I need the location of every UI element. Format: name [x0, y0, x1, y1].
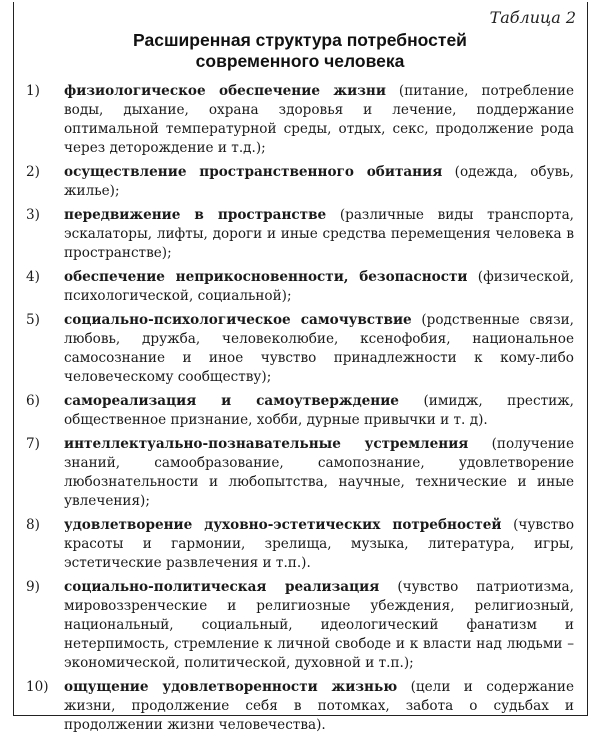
item-body: [64, 578, 574, 673]
list-item: [26, 435, 574, 511]
item-term: осуществление пространственного обитания: [64, 164, 443, 180]
title-line-2: современного человека: [195, 51, 405, 71]
item-term: самореализация и самоутверждение: [64, 393, 399, 409]
item-body: [64, 206, 574, 263]
item-description: (родственные связи, любовь, дружба, человеколюбие, ксенофобия, национальное самосознание и иное чувство принадлежности к кому-либо человеческому сообществу);: [64, 312, 575, 385]
item-body: [64, 82, 574, 158]
item-number: 2): [26, 164, 40, 180]
list-item: [26, 268, 574, 306]
item-number: 5): [26, 312, 40, 328]
item-description: (питание, потребление воды, дыхание, охрана здоровья и лечение, поддержание оптимальной температурной среды, отдых, секс, продолжение рода через деторождение и т.д.);: [64, 83, 574, 156]
item-term: социально-психологическое самочувствие: [64, 312, 412, 328]
item-term: передвижение в пространстве: [64, 207, 327, 223]
item-number: 8): [26, 517, 40, 533]
item-description: (получение знаний, самообразование, самопознание, удовлетворение любознательности и любопытства, научные, технические и иные увлечения);: [64, 436, 574, 509]
list-item: [26, 163, 574, 201]
item-description: (физической, психологической, социальной);: [64, 269, 574, 304]
list-item: [26, 516, 574, 573]
item-description: (имидж, престиж, общественное признание, хобби, дурные привычки и т. д).: [64, 393, 574, 428]
item-term: интеллектуально-познавательные устремления: [64, 436, 469, 452]
item-description: (различные виды транспорта, эскалаторы, лифты, дороги и иные средства перемещения человека в пространстве);: [64, 207, 575, 261]
item-body: [64, 311, 574, 387]
item-term: физиологическое обеспечение жизни: [64, 83, 386, 99]
item-description: (чувство красоты и гармонии, зрелища, музыка, литература, игры, эстетические развлечения и т.п.).: [64, 517, 575, 571]
table-title: [0, 30, 600, 72]
item-number: 4): [26, 269, 40, 285]
list-item: [26, 82, 574, 158]
item-number: 6): [26, 393, 40, 409]
item-number: 10): [26, 679, 49, 695]
item-term: социально-политическая реализация: [64, 579, 380, 595]
item-number: 1): [26, 83, 40, 99]
list-item: [26, 392, 574, 430]
table-label: Таблица 2: [489, 8, 576, 27]
item-number: 9): [26, 579, 40, 595]
item-number: 7): [26, 436, 40, 452]
item-description: (одежда, обувь, жилье);: [64, 164, 574, 199]
item-body: [64, 392, 574, 430]
needs-list: [26, 82, 574, 740]
item-term: ощущение удовлетворенности жизнью: [64, 679, 398, 695]
list-item: [26, 206, 574, 263]
item-body: [64, 516, 574, 573]
list-item: [26, 311, 574, 387]
item-body: [64, 435, 574, 511]
item-term: обеспечение неприкосновенности, безопасности: [64, 269, 468, 285]
item-body: [64, 268, 574, 306]
item-body: [64, 163, 574, 201]
item-body: [64, 678, 574, 735]
title-line-1: Расширенная структура потребностей: [133, 30, 467, 50]
item-description: (цели и содержание жизни, продолжение себя в потомках, забота о судьбах и продолжении жизни человечества).: [64, 679, 574, 733]
list-item: [26, 678, 574, 735]
item-number: 3): [26, 207, 40, 223]
item-term: удовлетворение духовно-эстетических потребностей: [64, 517, 502, 533]
item-description: (чувство патриотизма, мировоззренческие и религиозные убеждения, религиозный, национальный, социальный, идеологический фанатизм и нетерпимость, стремление к личной свободе и к власти над людьми – экономической, политической, духовной и т.п.);: [64, 579, 574, 671]
list-item: [26, 578, 574, 673]
